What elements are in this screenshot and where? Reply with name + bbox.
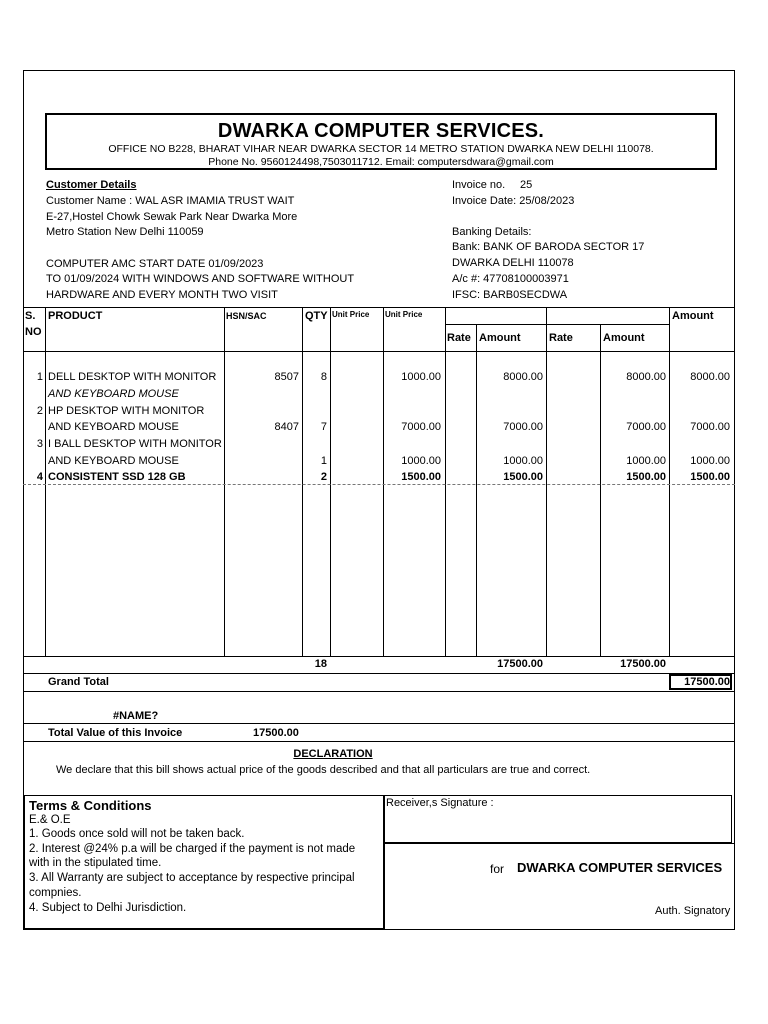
header-unit-price-2: Unit Price xyxy=(385,310,423,319)
terms-line: 2. Interest @24% p.a will be charged if the payment is not made xyxy=(29,843,356,855)
company-name: DWARKA COMPUTER SERVICES. xyxy=(217,120,545,142)
ifsc-code: IFSC: BARB0SECDWA xyxy=(452,289,568,301)
header-product: PRODUCT xyxy=(48,310,103,322)
signatory-company: DWARKA COMPUTER SERVICES xyxy=(517,860,723,875)
table-body-bottom-line xyxy=(23,656,735,657)
customer-address-2: Metro Station New Delhi 110059 xyxy=(46,226,204,238)
terms-line: 3. All Warranty are subject to acceptance by respective principal xyxy=(29,872,355,884)
total-value-bottom-line xyxy=(23,741,735,742)
bank-branch: DWARKA DELHI 110078 xyxy=(452,257,574,269)
amc-note-2: TO 01/09/2024 WITH WINDOWS AND SOFTWARE WITHOUT xyxy=(46,273,355,285)
declaration-title: DECLARATION xyxy=(293,748,373,760)
row4-amount-1: 1500.00 xyxy=(503,471,543,483)
grand-total-label: Grand Total xyxy=(48,676,109,688)
row2-hsn: 8407 xyxy=(274,421,299,433)
row3-qty: 1 xyxy=(320,455,327,467)
row1-sno: 1 xyxy=(36,371,43,383)
header-rate-2: Rate xyxy=(549,332,573,344)
company-header xyxy=(45,113,717,170)
terms-box xyxy=(24,795,384,929)
header-unit-price-1: Unit Price xyxy=(332,310,370,319)
row4-product-1: CONSISTENT SSD 128 GB xyxy=(48,471,186,483)
terms-line: with in the stipulated time. xyxy=(29,857,162,869)
row4-amount-2: 1500.00 xyxy=(626,471,666,483)
grand-total-bottom-line xyxy=(23,691,735,692)
row2-unit-price: 7000.00 xyxy=(401,421,441,433)
row4-unit-price: 1500.00 xyxy=(401,471,441,483)
name-error: #NAME? xyxy=(113,710,159,722)
totals-bottom-line xyxy=(23,673,735,674)
banking-title: Banking Details: xyxy=(452,226,532,238)
account-number: A/c #: 47708100003971 xyxy=(452,273,569,285)
invoice-number: 25 xyxy=(520,179,533,191)
customer-name: Customer Name : WAL ASR IMAMIA TRUST WAIT xyxy=(46,195,295,207)
row2-product-1: HP DESKTOP WITH MONITOR xyxy=(48,405,205,417)
col-line-unit1 xyxy=(383,307,384,656)
table-subheader-line xyxy=(445,324,669,325)
row4-qty: 2 xyxy=(320,471,327,483)
company-address: OFFICE NO B228, BHARAT VIHAR NEAR DWARKA SECTOR 14 METRO STATION DWARKA NEW DELHI 110078. xyxy=(108,143,654,155)
total-qty: 18 xyxy=(314,658,327,670)
total-amount-2: 17500.00 xyxy=(620,658,666,670)
row4-amount: 1500.00 xyxy=(690,471,730,483)
table-header-bottom-line xyxy=(23,351,735,352)
table-top-line xyxy=(23,307,735,308)
total-value: 17500.00 xyxy=(253,727,299,739)
terms-line: 1. Goods once sold will not be taken back. xyxy=(29,828,245,840)
row1-product-1: DELL DESKTOP WITH MONITOR xyxy=(48,371,217,383)
row3-unit-price: 1000.00 xyxy=(401,455,441,467)
row2-product-2: AND KEYBOARD MOUSE xyxy=(48,421,179,433)
declaration-text: We declare that this bill shows actual price of the goods described and that all particulars are true and correct. xyxy=(56,764,591,776)
col-line-sno xyxy=(45,307,46,656)
col-line-amount1 xyxy=(546,307,547,656)
header-sno-2: NO xyxy=(25,326,42,338)
total-value-label: Total Value of this Invoice xyxy=(48,727,183,739)
col-line-amount2 xyxy=(669,307,670,656)
row1-amount-2: 8000.00 xyxy=(626,371,666,383)
terms-line: compnies. xyxy=(29,887,82,899)
row3-product-2: AND KEYBOARD MOUSE xyxy=(48,455,179,467)
header-rate-1: Rate xyxy=(447,332,471,344)
header-sno-1: S. xyxy=(25,310,36,322)
row2-sno: 2 xyxy=(36,405,43,417)
amc-note-3: HARDWARE AND EVERY MONTH TWO VISIT xyxy=(46,289,278,301)
header-qty: QTY xyxy=(305,310,328,322)
row1-qty: 8 xyxy=(320,371,327,383)
for-label: for xyxy=(490,862,505,876)
auth-signatory: Auth. Signatory xyxy=(655,905,731,917)
company-contact: Phone No. 9560124498,7503011712. Email: computersdwara@gmail.com xyxy=(208,156,554,168)
row1-unit-price: 1000.00 xyxy=(401,371,441,383)
invoice-number-label: Invoice no. xyxy=(452,179,506,191)
row4-sno: 4 xyxy=(36,471,43,483)
row2-qty: 7 xyxy=(320,421,327,433)
grand-total-value: 17500.00 xyxy=(684,676,730,688)
bank-name: Bank: BANK OF BARODA SECTOR 17 xyxy=(452,241,645,253)
col-line-qty xyxy=(330,307,331,656)
row2-amount-2: 7000.00 xyxy=(626,421,666,433)
row3-amount-1: 1000.00 xyxy=(503,455,543,467)
row4-underline xyxy=(23,484,735,485)
header-amount-1: Amount xyxy=(479,332,521,344)
terms-line: 4. Subject to Delhi Jurisdiction. xyxy=(29,902,187,914)
row3-amount: 1000.00 xyxy=(690,455,730,467)
terms-title: Terms & Conditions xyxy=(29,798,152,813)
row2-amount-1: 7000.00 xyxy=(503,421,543,433)
col-line-product xyxy=(224,307,225,656)
customer-address-1: E-27,Hostel Chowk Sewak Park Near Dwarka More xyxy=(46,211,298,223)
amc-note-1: COMPUTER AMC START DATE 01/09/2023 xyxy=(46,258,264,270)
total-amount-1: 17500.00 xyxy=(497,658,543,670)
col-line-rate2 xyxy=(600,324,601,656)
row3-amount-2: 1000.00 xyxy=(626,455,666,467)
row1-amount-1: 8000.00 xyxy=(503,371,543,383)
row1-amount: 8000.00 xyxy=(690,371,730,383)
header-amount-total: Amount xyxy=(672,310,714,322)
row2-amount: 7000.00 xyxy=(690,421,730,433)
col-line-rate1 xyxy=(476,324,477,656)
receiver-signature-label: Receiver,s Signature : xyxy=(386,797,494,809)
header-amount-2: Amount xyxy=(603,332,645,344)
invoice-date: Invoice Date: 25/08/2023 xyxy=(452,195,575,207)
row3-sno: 3 xyxy=(36,438,43,450)
col-line-unit2 xyxy=(445,307,446,656)
header-hsn: HSN/SAC xyxy=(226,311,267,321)
row3-product-1: I BALL DESKTOP WITH MONITOR xyxy=(48,438,222,450)
customer-details-title: Customer Details xyxy=(46,179,137,191)
col-line-hsn xyxy=(302,307,303,656)
name-row-bottom-line xyxy=(23,723,735,724)
terms-line: E.& O.E xyxy=(29,814,71,826)
row1-hsn: 8507 xyxy=(274,371,299,383)
row1-product-2: AND KEYBOARD MOUSE xyxy=(48,388,179,400)
